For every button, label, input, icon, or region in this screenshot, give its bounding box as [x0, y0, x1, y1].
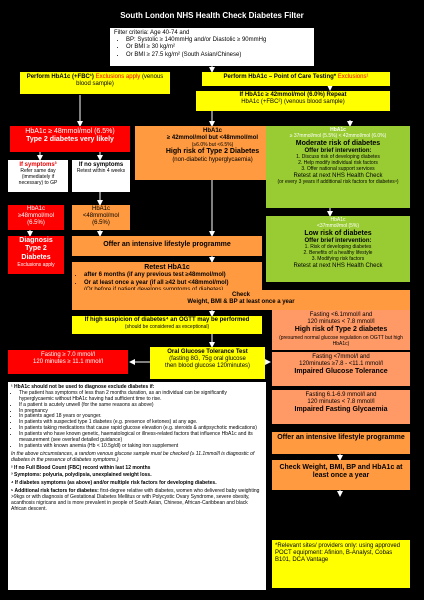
- ifg-line3: Impaired Fasting Glycaemia: [294, 406, 388, 414]
- no-symptoms-line2: Retest within 4 weeks: [76, 168, 126, 175]
- fasting-diabetes-box: [8, 350, 128, 374]
- note1-item: • In patients who have known genetic, haematological or illness-related factors that influence HbA1c and its measurement (see overleaf detailed guidance): [19, 432, 263, 444]
- symptoms-line2: Refer same day (immediately if necessary) to GP: [18, 168, 58, 186]
- fasting-high-line2: 120 minutes < 7.8 mmol/l: [307, 319, 375, 326]
- ogtt-line2: (fasting 8G, 75g oral glucose: [169, 356, 246, 363]
- low-risk-item: 3. Modifying risk factors: [311, 256, 365, 263]
- hba1c-48-line1: HbA1c ≥ 48mmol/mol (6.5%): [25, 128, 115, 135]
- ifg-box: [272, 390, 410, 424]
- moderate-line4: Offer brief intervention:: [304, 148, 372, 155]
- perform-lab-tail: (venous blood sample): [76, 74, 164, 88]
- fasting-high-line3: High risk of Type 2 diabetes: [294, 326, 388, 334]
- check-line1: Check: [231, 292, 250, 298]
- check-box-2: Check Weight, BMI, BP and HbA1c at least once a year: [272, 460, 410, 490]
- moderate-risk-box: [266, 126, 410, 208]
- retest-high-box: [8, 205, 64, 230]
- high-risk-line4: High risk of Type 2 Diabetes: [165, 148, 260, 156]
- filter-criteria: [110, 28, 314, 66]
- retest-low-line3: (6.5%): [92, 220, 110, 227]
- fasting-red-line2: 120 minutes ≥ 11.1 mmol/l: [33, 359, 103, 366]
- low-risk-line1: HbA1c: [330, 217, 346, 223]
- note2: ² If no Full Blood Count (FBC) record within last 12 months: [11, 464, 151, 471]
- low-risk-item: 2. Benefits of a healthy lifestyle: [303, 250, 373, 257]
- note1-item: • In patients taking medications that cause rapid glucose elevation (e.g. steroids & antipsychotic medications): [19, 426, 263, 432]
- igt-box: [272, 352, 410, 386]
- ifg-line1: Fasting 6.1-6.9 mmol/l and: [305, 392, 377, 398]
- moderate-line6: (or every 3 years if additional risk factors for diabetes⁴): [277, 179, 399, 186]
- check-line2: Weight, BMI & BP at least once a year: [187, 299, 295, 306]
- suspicion-line1: If high suspicion of diabetes⁴ an OGTT may be performed: [84, 317, 250, 323]
- moderate-line3: Moderate risk of diabetes: [295, 139, 381, 147]
- low-risk-box: [266, 216, 410, 282]
- high-risk-line5: (non-diabetic hyperglycaemia): [172, 156, 253, 163]
- criteria-header: Filter criteria: Age 40-74 and: [114, 30, 190, 36]
- fasting-red-line1: Fasting ≥ 7.0 mmol/l: [41, 352, 95, 358]
- diagnosis-box: [8, 236, 64, 274]
- hba1c-48-line2: Type 2 diabetes very likely: [26, 136, 114, 144]
- low-risk-line5: Retest at next NHS Health Check: [293, 263, 383, 270]
- perform-poct-label: Perform HbA1c – Point of Care Testing*: [223, 74, 337, 80]
- moderate-item: 3. Offer national support services: [301, 166, 375, 173]
- low-risk-line3: Low risk of diabetes: [304, 229, 372, 237]
- note1-tail: In the above circumstances, a random venous glucose sample must be checked (≥ 11.1mmol/l is diagnostic of diabetes in the presence of diabetes symptoms.): [11, 450, 255, 463]
- moderate-item: 2. Help modify individual risk factors: [298, 160, 378, 167]
- perform-hba1c-lab: [20, 72, 170, 94]
- ogtt-line1: Oral Glucose Tolerance Test: [167, 349, 248, 355]
- retest-high-line1: HbA1c: [26, 206, 45, 212]
- igt-line1: Fasting <7mmol/l and: [312, 354, 370, 360]
- lifestyle-programme-box: Offer an intensive lifestyle programme: [72, 236, 262, 256]
- perform-lab-label: Perform HbA1c (+FBC¹): [26, 74, 94, 80]
- note1-item: • In patients with suspected type 1 diabetes (e.g. presence of ketones) at any age.: [19, 420, 263, 426]
- note1-item: • In patients with known anemia (Hb < 10.5g/dl) or taking iron supplement: [19, 444, 263, 450]
- providers-note: *Relevant sites/ providers only: using approved POCT equipment: Afinion, B-Analyst, Cobas B101, DCA Vantage: [272, 540, 410, 588]
- page-title: South London NHS Health Check Diabetes Filter: [120, 11, 304, 20]
- low-risk-line2: <37mmol/mol (5%): [316, 222, 360, 229]
- perform-hba1c-poct: [202, 72, 390, 86]
- criteria-item: • Or BMI ≥ 27.5 kg/m² (South Asian/Chinese): [126, 52, 310, 59]
- retest-item: • after 6 months (if any previous test ≥48mmol/mol): [84, 272, 260, 279]
- ogtt-box: [150, 347, 265, 379]
- low-risk-item: 1. Risk of developing diabetes: [304, 244, 372, 251]
- lifestyle-programme-box-2: Offer an intensive lifestyle programme: [272, 432, 410, 454]
- high-risk-line1: HbA1c: [202, 128, 222, 134]
- high-risk-line3: (≥6.0% but <6.5%): [191, 142, 234, 149]
- fasting-high-line4: (presumed normal glucose regulation on OGTT but high HbA1c): [279, 334, 403, 347]
- repeat-line2: HbA1c (+FBC²) (venous blood sample): [241, 99, 345, 106]
- note5: [11, 489, 263, 513]
- hba1c-48-box: [10, 126, 130, 152]
- poct-exclusions: Exclusions¹: [337, 74, 369, 80]
- note1-item: • In pregnancy: [19, 409, 263, 415]
- retest-low-line2: <48mmol/mol: [82, 213, 120, 220]
- igt-line2: 120minutes ≥7.8 - <11.1 mmol/l: [299, 361, 383, 368]
- retest-item: • Or at least once a year (if all ≥42 but <48mmol/mol): [84, 280, 260, 287]
- retest-title: Retest HbA1c: [144, 264, 190, 271]
- high-risk-line2: ≥ 42mmol/mol but <48mmol/mol: [166, 135, 259, 142]
- moderate-item: 1. Discuss risk of developing diabetes: [296, 154, 380, 161]
- footnotes-box: [8, 382, 266, 590]
- note5-title: ⁵ Additional risk factors for diabetes:: [11, 488, 99, 495]
- moderate-line1: HbA1c: [330, 127, 346, 133]
- fasting-high-line1: Fasting <6.1mmol/l and: [309, 312, 373, 318]
- repeat-hba1c: [196, 91, 390, 111]
- note5-text: first-degree relative with diabetes, women who delivered baby weighting >9kgs or with diagnosis of Gestational Diabetes Mellitus or with Polycystic Ovary Syndrome, severe obesity, acanthosis nigricans and is more prevalent in people of South Asian, Chinese, African-Caribbean and black African descent.: [11, 488, 260, 512]
- moderate-line5: Retest at next NHS Health Check: [293, 173, 383, 180]
- check-box: [72, 290, 410, 310]
- symptoms-line1: If symptoms³: [19, 162, 57, 168]
- repeat-line1: If HbA1c ≥ 42mmol/mol (6.0%) Repeat: [239, 92, 347, 98]
- igt-line3: Impaired Glucose Tolerance: [294, 368, 388, 376]
- diagnosis-line3: Diabetes: [21, 253, 51, 261]
- ifg-line2: 120 minutes < 7.8 mmol/l: [307, 399, 375, 406]
- diagnosis-line2: Type 2: [25, 245, 47, 253]
- low-risk-line4: Offer brief intervention:: [304, 238, 372, 245]
- no-symptoms-line1: If no symptoms: [78, 162, 124, 168]
- no-symptoms-box: [72, 160, 130, 192]
- symptoms-box: [8, 160, 68, 192]
- suspicion-line2: (should be considered as exceptional): [124, 324, 210, 331]
- retest-low-line1: HbA1c: [91, 206, 110, 212]
- note1-item: • If a patient is acutely unwell (for the same reasons as above): [19, 403, 263, 409]
- ogtt-line3: then blood glucose 120minutes): [164, 363, 251, 370]
- note1-item: • The patient has symptoms of less than 2 months duration, as an individual can be significantly hyperglycaemic without HbA1c having had sufficient time to rise.: [19, 391, 263, 403]
- exclusions-link: Exclusions apply: [95, 74, 141, 80]
- diagnosis-line4: Exclusions apply: [17, 262, 55, 269]
- note1-item: • In patients aged 18 years or younger.: [19, 414, 263, 420]
- note4: ⁴ If diabetes symptoms (as above) and/or multiple risk factors for developing diabetes.: [11, 480, 217, 487]
- note3: ³ Symptoms: polyuria, polydipsia, unexplained weight loss.: [11, 472, 152, 479]
- ogtt-suspicion-box: [72, 316, 262, 334]
- retest-high-line2: ≥48mmol/mol: [18, 213, 54, 220]
- retest-low-box: [72, 205, 130, 230]
- moderate-line2: ≥ 37mmol/mol (5.5%) < 42mmol/mol (6.0%): [289, 132, 387, 139]
- criteria-item: • BP: Systolic ≥ 140mmHg and/or Diastolic ≥ 90mmHg: [126, 37, 310, 44]
- note1-title: ¹ HbA1c should not be used to diagnose exclude diabetes if:: [11, 384, 155, 390]
- diagnosis-line1: Diagnosis: [19, 237, 53, 244]
- retest-high-line3: (6.5%): [27, 220, 45, 227]
- criteria-item: • Or BMI ≥ 30 kg/m²: [126, 44, 310, 51]
- normal-ogtt-high-hba1c-box: [272, 310, 410, 350]
